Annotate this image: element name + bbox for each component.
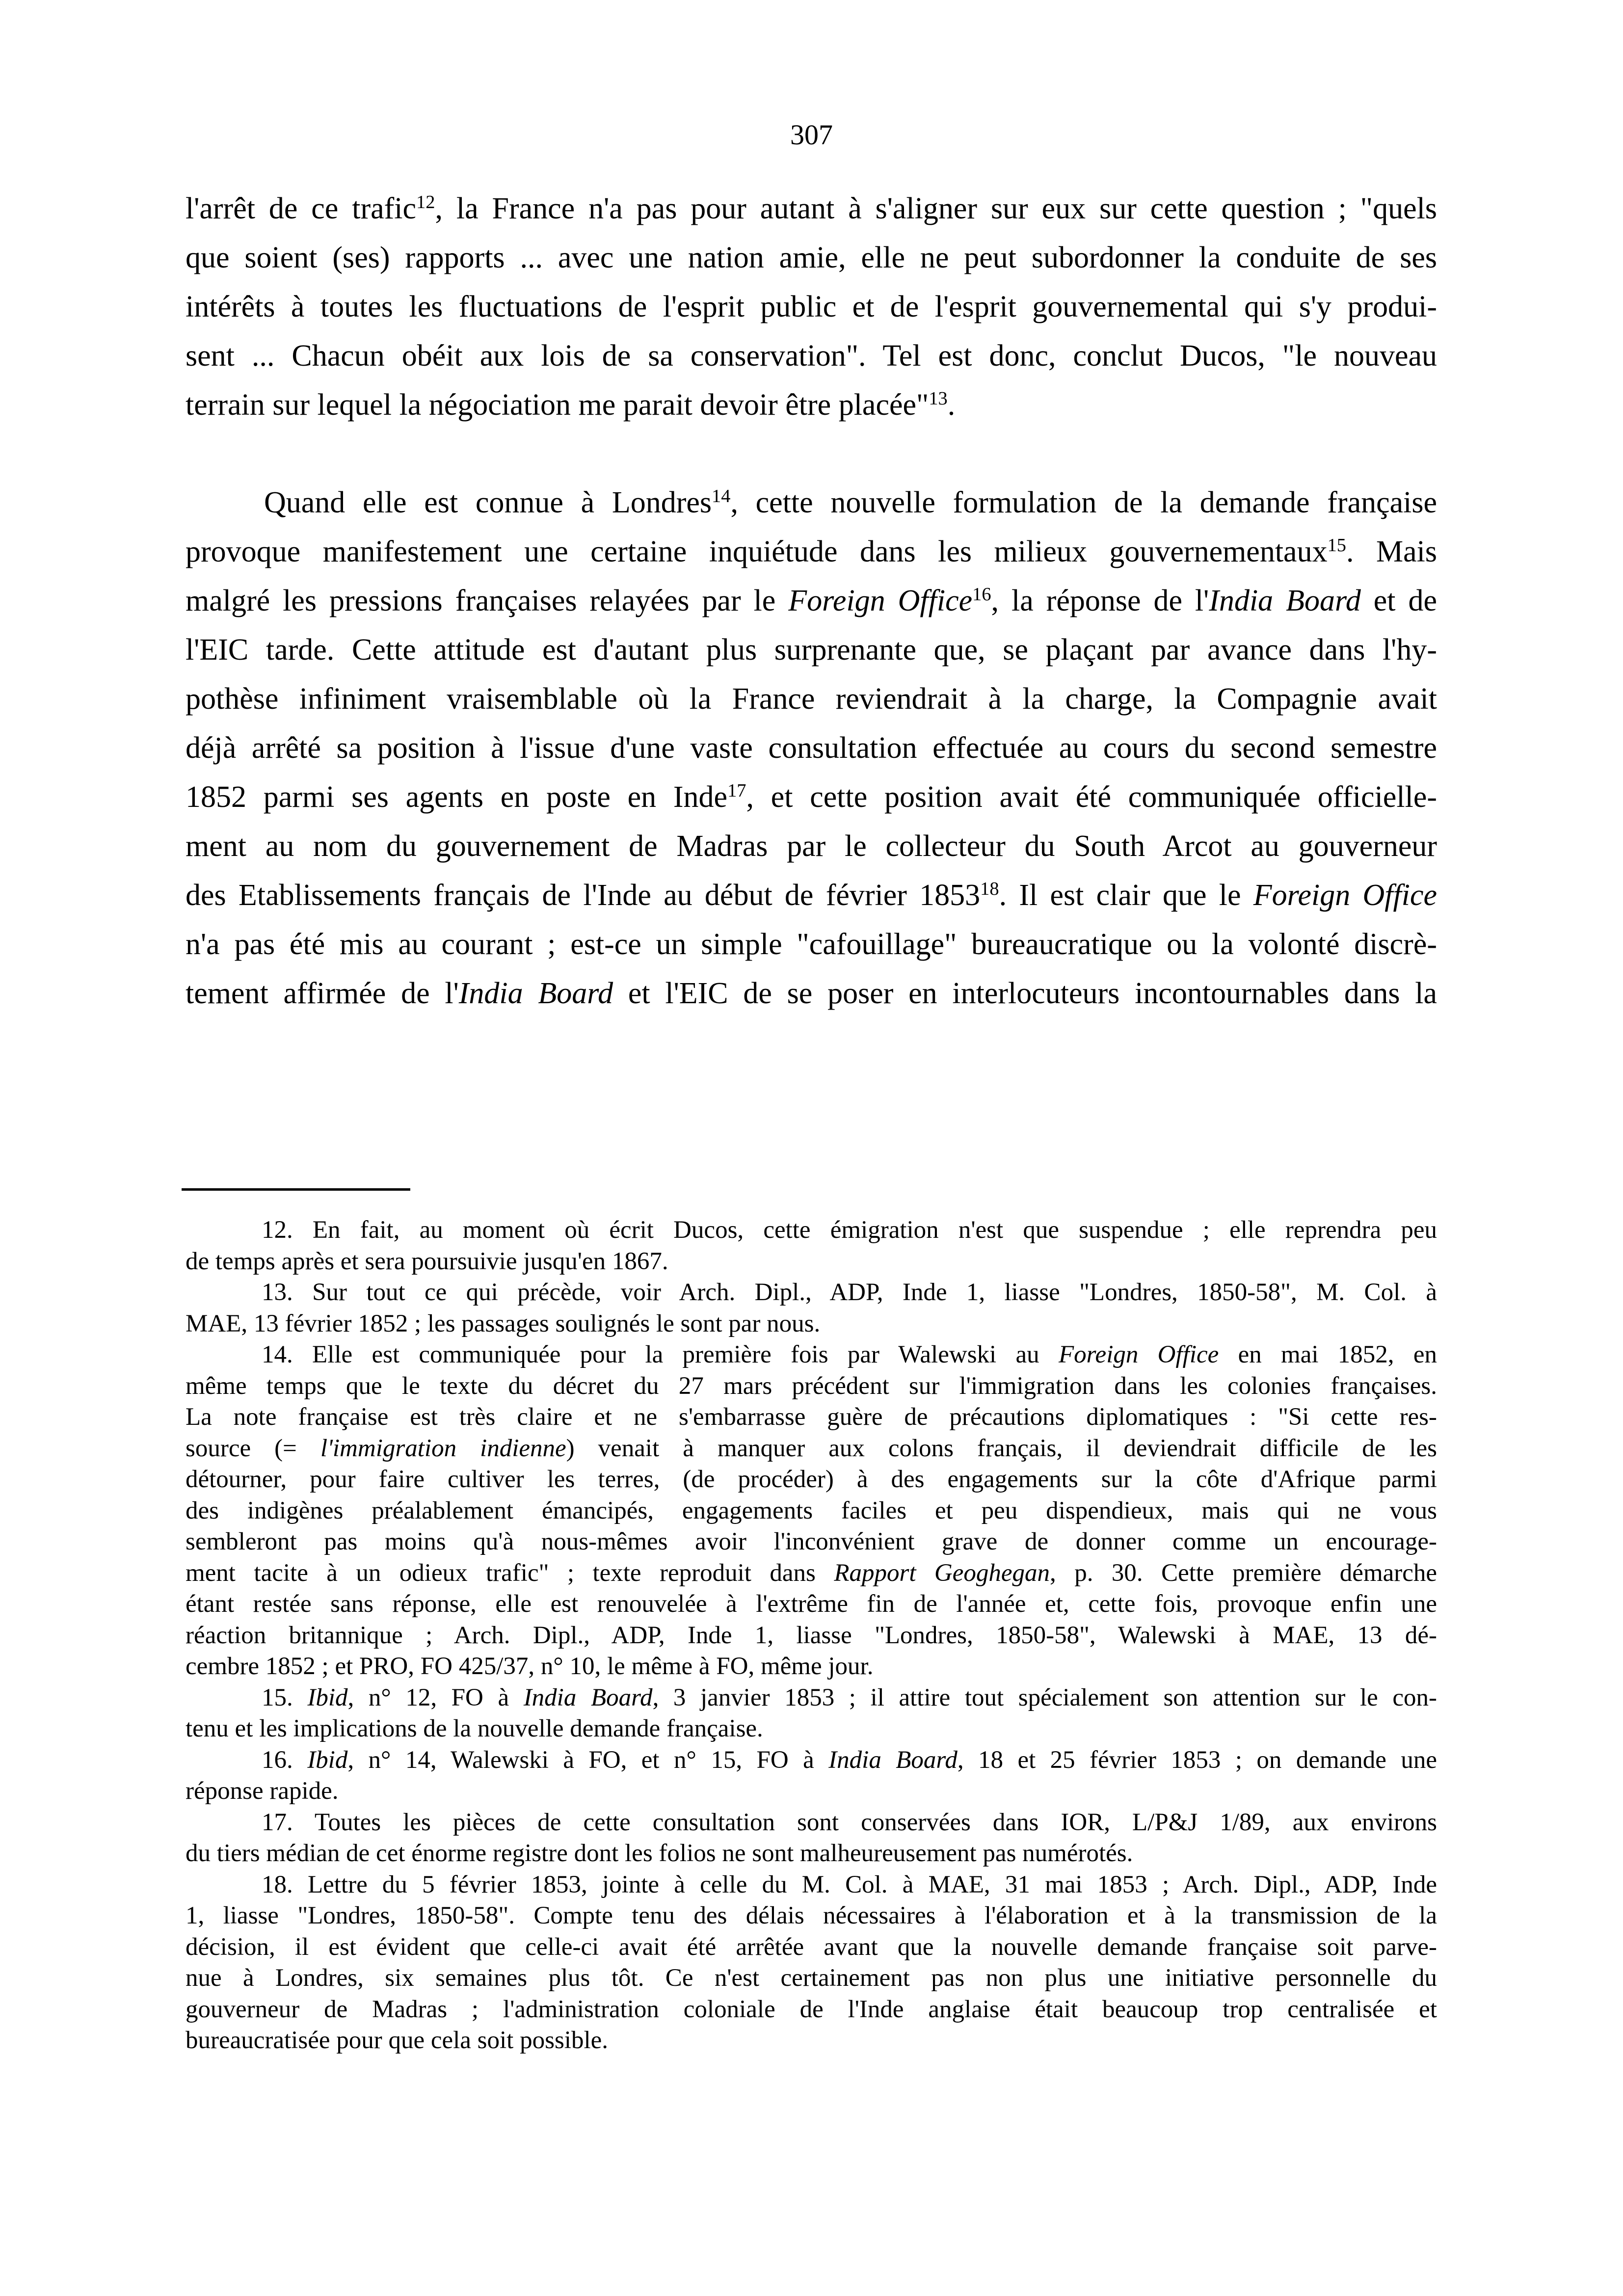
text-line: 1852 parmi ses agents en poste en Inde$^{17}$, et cette position avait été communiquée officielle- xyxy=(186,780,1437,814)
footnote-line: réponse rapide. xyxy=(186,1777,339,1805)
text-line: des Etablissements français de l'Inde au début de février 1853$^{18}$. Il est clair que le Foreign Office xyxy=(186,878,1437,912)
italic-term: India Board xyxy=(1209,584,1361,617)
footnote-line: 17. Toutes les pièces de cette consultation sont conservées dans IOR, L/P&J 1/89, aux environs xyxy=(262,1808,1437,1836)
text-line: tement affirmée de l'India Board et l'EIC de se poser en interlocuteurs incontournables dans la xyxy=(186,977,1437,1010)
footnote-13 xyxy=(186,1277,1437,1339)
footnote-line: tenu et les implications de la nouvelle demande française. xyxy=(186,1715,763,1742)
footnote-line: réaction britannique ; Arch. Dipl., ADP, Inde 1, liasse "Londres, 1850-58", Walewski à MAE, 13 dé- xyxy=(186,1621,1437,1649)
text-line: ment au nom du gouvernement de Madras par le collecteur du South Arcot au gouverneur xyxy=(186,829,1437,863)
body-paragraph xyxy=(186,184,1437,429)
footnote-line: de temps après et sera poursuivie jusqu'en 1867. xyxy=(186,1247,668,1275)
text-line: provoque manifestement une certaine inquiétude dans les milieux gouvernementaux$^{15}$. Mais xyxy=(186,534,1437,568)
footnote-line: bureaucratisée pour que cela soit possible. xyxy=(186,2027,609,2054)
footnote-14 xyxy=(186,1339,1437,1682)
italic-term: Rapport Geoghegan xyxy=(834,1559,1050,1587)
body-text xyxy=(186,184,1437,1018)
text-line: malgré les pressions françaises relayées par le Foreign Office$^{16}$, la réponse de l'India Board et de xyxy=(186,584,1437,617)
text-line: intérêts à toutes les fluctuations de l'esprit public et de l'esprit gouvernemental qui s'y produi- xyxy=(186,290,1437,323)
footnote-reference[interactable]: 14 xyxy=(712,485,731,507)
footnote-separator xyxy=(182,1188,410,1191)
footnote-line: des indigènes préalablement émancipés, engagements faciles et peu dispendieux, mais qui ne vous xyxy=(186,1496,1437,1524)
text-line: l'arrêt de ce trafic$^{12}$, la France n'a pas pour autant à s'aligner sur eux sur cette question ; "quels xyxy=(186,191,1437,225)
italic-term: Ibid xyxy=(307,1746,348,1774)
footnote-line: 14. Elle est communiquée pour la première fois par Walewski au Foreign Office en mai 1852, en xyxy=(262,1341,1437,1368)
footnote-reference[interactable]: 15 xyxy=(1327,534,1346,556)
footnote-12 xyxy=(186,1215,1437,1277)
footnote-line: ment tacite à un odieux trafic" ; texte reproduit dans Rapport Geoghegan, p. 30. Cette première démarche xyxy=(186,1559,1437,1587)
footnote-line: du tiers médian de cet énorme registre dont les folios ne sont malheureusement pas numérotés. xyxy=(186,1840,1133,1867)
footnote-line: sembleront pas moins qu'à nous-mêmes avoir l'inconvénient grave de donner comme un encourage- xyxy=(186,1528,1437,1555)
footnote-line: cembre 1852 ; et PRO, FO 425/37, n° 10, le même à FO, même jour. xyxy=(186,1653,874,1680)
footnote-line: 15. Ibid, n° 12, FO à India Board, 3 janvier 1853 ; il attire tout spécialement son attention sur le con- xyxy=(262,1683,1437,1711)
footnote-line: nue à Londres, six semaines plus tôt. Ce n'est certainement pas non plus une initiative personnelle du xyxy=(186,1964,1437,1992)
text-line: pothèse infiniment vraisemblable où la France reviendrait à la charge, la Compagnie avait xyxy=(186,682,1437,716)
footnote-line: gouverneur de Madras ; l'administration coloniale de l'Inde anglaise était beaucoup trop centralisée et xyxy=(186,1995,1437,2023)
italic-term: Foreign Office xyxy=(1058,1341,1219,1368)
footnote-line: source (= l'immigration indienne) venait à manquer aux colons français, il deviendrait difficile de les xyxy=(186,1434,1437,1462)
text-line: sent ... Chacun obéit aux lois de sa conservation". Tel est donc, conclut Ducos, "le nouveau xyxy=(186,339,1437,373)
italic-term: India Board xyxy=(828,1746,958,1774)
italic-term: India Board xyxy=(458,977,613,1010)
page-number: 307 xyxy=(790,119,833,151)
paragraph-gap xyxy=(186,429,1437,478)
text-line: terrain sur lequel la négociation me parait devoir être placée"$^{13}$. xyxy=(186,388,956,422)
body-paragraph xyxy=(186,478,1437,1018)
footnote-line: MAE, 13 février 1852 ; les passages soulignés le sont par nous. xyxy=(186,1309,821,1337)
footnote-line: 18. Lettre du 5 février 1853, jointe à celle du M. Col. à MAE, 31 mai 1853 ; Arch. Dipl., ADP, Inde xyxy=(262,1870,1437,1898)
text-line: que soient (ses) rapports ... avec une nation amie, elle ne peut subordonner la conduite de ses xyxy=(186,241,1437,274)
footnote-line: 1, liasse "Londres, 1850-58". Compte tenu des délais nécessaires à l'élaboration et à la transmission de la xyxy=(186,1902,1437,1929)
footnote-line: étant restée sans réponse, elle est renouvelée à l'extrême fin de l'année et, cette fois, provoque enfin une xyxy=(186,1590,1437,1618)
italic-term: India Board xyxy=(523,1683,653,1711)
footnote-line: décision, il est évident que celle-ci avait été arrêtée avant que la nouvelle demande française soit parve- xyxy=(186,1933,1437,1961)
footnote-line: La note française est très claire et ne s'embarrasse guère de précautions diplomatiques : "Si cette res- xyxy=(186,1403,1437,1431)
footnote-line: 12. En fait, au moment où écrit Ducos, cette émigration n'est que suspendue ; elle reprendra peu xyxy=(262,1216,1437,1244)
text-line: l'EIC tarde. Cette attitude est d'autant plus surprenante que, se plaçant par avance dans l'hy- xyxy=(186,633,1437,667)
footnote-reference[interactable]: 13 xyxy=(929,388,948,409)
footnote-reference[interactable]: 16 xyxy=(972,584,991,605)
text-line: déjà arrêté sa position à l'issue d'une vaste consultation effectuée au cours du second semestre xyxy=(186,731,1437,765)
footnote-line: même temps que le texte du décret du 27 mars précédent sur l'immigration dans les colonies françaises. xyxy=(186,1372,1437,1400)
footnotes xyxy=(186,1215,1437,2056)
footnote-17 xyxy=(186,1807,1437,1869)
footnote-line: détourner, pour faire cultiver les terres, (de procéder) à des engagements sur la côte d'Afrique parmi xyxy=(186,1466,1437,1493)
italic-term: Ibid xyxy=(307,1683,348,1711)
footnote-line: 16. Ibid, n° 14, Walewski à FO, et n° 15, FO à India Board, 18 et 25 février 1853 ; on demande une xyxy=(262,1746,1437,1774)
footnote-16 xyxy=(186,1745,1437,1807)
italic-term: Foreign Office xyxy=(1253,879,1437,912)
footnote-reference[interactable]: 18 xyxy=(980,878,999,899)
footnote-reference[interactable]: 12 xyxy=(416,191,435,213)
footnote-reference[interactable]: 17 xyxy=(727,780,746,801)
footnote-15 xyxy=(186,1682,1437,1745)
footnote-line: 13. Sur tout ce qui précède, voir Arch. Dipl., ADP, Inde 1, liasse "Londres, 1850-58", M. Col. à xyxy=(262,1279,1437,1306)
footnote-18 xyxy=(186,1869,1437,2056)
italic-term: Foreign Office xyxy=(788,584,973,617)
text-line: Quand elle est connue à Londres$^{14}$, cette nouvelle formulation de la demande française xyxy=(264,485,1437,519)
italic-term: l'immigration indienne xyxy=(320,1434,566,1462)
text-line: n'a pas été mis au courant ; est-ce un simple "cafouillage" bureaucratique ou la volonté discrè- xyxy=(186,928,1437,961)
